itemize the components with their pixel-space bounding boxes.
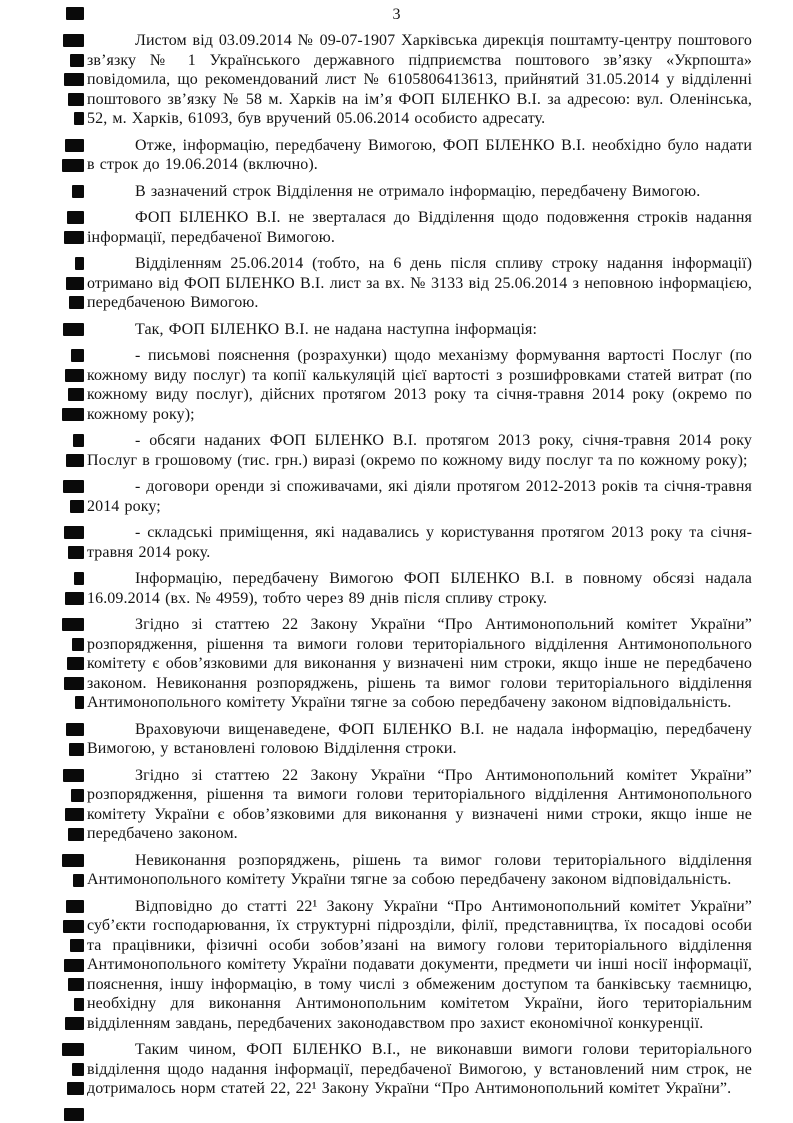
paragraph: Отже, інформацію, передбачену Вимогою, ФОП БІЛЕНКО В.І. необхідно було надати в строк до 19.06.2014 (включно). — [87, 136, 752, 173]
scan-mark — [63, 323, 84, 336]
scan-mark — [70, 939, 84, 952]
scan-mark — [73, 434, 84, 447]
scan-mark — [74, 112, 84, 125]
paragraph: Інформацію, передбачену Вимогою ФОП БІЛЕНКО В.І. в повному обсязі надала 16.09.2014 (вх. № 4959), тобто через 89 днів після спливу строку. — [87, 570, 752, 607]
scan-mark — [71, 349, 84, 362]
scan-mark — [64, 231, 84, 244]
scan-mark — [66, 723, 84, 736]
paragraph: - письмові пояснення (розрахунки) щодо механізму формування вартості Послуг (по кожному виду послуг) та копії калькуляцій цієї вартості з розшифровками статей витрат (по кожному виду послуг), дійсних протягом 2013 року та січня-травня 2014 року (окремо по кожному року); — [87, 347, 752, 423]
scan-mark — [72, 1063, 84, 1076]
scan-mark — [66, 454, 84, 467]
scan-mark — [67, 657, 84, 670]
paragraph: Згідно зі статтею 22 Закону України “Про Антимонопольний комітет України” розпорядження, рішення та вимоги голови територіального відділення Антимонопольного комітету України є обов’язковими для виконання у визначені ними строки, якщо інше не передбачено законом. — [87, 766, 752, 842]
scan-mark — [62, 854, 84, 867]
paragraph: Відділенням 25.06.2014 (тобто, на 6 день після спливу строку надання інформації) отримано від ФОП БІЛЕНКО В.І. лист за вх. № 3133 від 25.06.2014 з неповною інформацією, передбаченою Вимогою. — [87, 255, 752, 311]
scan-mark — [67, 1082, 84, 1095]
scan-mark — [72, 185, 84, 198]
scan-mark — [64, 526, 84, 539]
scan-mark — [66, 900, 84, 913]
scan-mark — [63, 34, 84, 47]
scan-mark — [63, 920, 84, 933]
scan-mark — [63, 769, 84, 782]
scan-mark — [73, 874, 84, 887]
scan-mark — [74, 572, 84, 585]
paragraph: - обсяги наданих ФОП БІЛЕНКО В.І. протягом 2013 року, січня-травня 2014 року Послуг в грошовому (тис. грн.) виразі (окремо по кожному виду послуг та по кожному року); — [87, 432, 752, 469]
scan-mark — [65, 808, 84, 821]
paragraph: Відповідно до статті 22¹ Закону України “Про Антимонопольний комітет України” суб’єкти господарювання, їх структурні підрозділи, філії, представництва, їх посадові особи та працівники, фізичні особи зобов’язані на вимогу голови територіального відділення Антимонопольного комітету України подавати документи, предмети чи інші носії інформації, пояснення, іншу інформацію, в тому числі з обмеженим доступом та банківську таємницю, необхідну для виконання Антимонопольним комітетом України, його територіальним відділенням завдань, передбачених законодавством про захист економічної конкуренції. — [87, 897, 752, 1032]
scan-mark — [65, 592, 84, 605]
paragraph: ФОП БІЛЕНКО В.І. не зверталася до Відділення щодо подовження строків надання інформації, передбаченої Вимогою. — [87, 209, 752, 246]
scan-mark — [68, 388, 84, 401]
scan-mark — [75, 257, 84, 270]
paragraph: В зазначений строк Відділення не отримало інформацію, передбачену Вимогою. — [135, 182, 701, 200]
scan-mark — [65, 139, 84, 152]
scan-mark — [64, 677, 84, 690]
scan-mark — [62, 408, 84, 421]
scan-mark — [69, 296, 84, 309]
paragraph: Листом від 03.09.2014 № 09-07-1907 Харківська дирекція поштамту-центру поштового зв’язку № 1 Українського державного підприємства поштового зв’язку «Укрпошта» повідомила, що рекомендований лист № 6105806413613, прийнятий 31.05.2014 у відділенні поштового зв’язку № 58 м. Харків на ім’я ФОП БІЛЕНКО В.І. за адресою: вул. Оленінська, 52, м. Харків, 61093, був вручений 05.06.2014 особисто адресату. — [87, 32, 752, 127]
paragraph: Невиконання розпоряджень, рішень та вимог голови територіального відділення Антимонопольного комітету України тягне за собою передбачену законом відповідальність. — [87, 851, 752, 888]
scan-mark — [68, 93, 84, 106]
scan-mark — [68, 828, 84, 841]
paragraph: Так, ФОП БІЛЕНКО В.І. не надана наступна інформація: — [135, 320, 537, 338]
paragraph: Враховуючи вищенаведене, ФОП БІЛЕНКО В.І. не надала інформацію, передбачену Вимогою, у встановлені головою Відділення строки. — [87, 720, 752, 757]
paragraph: - договори оренди зі споживачами, які діяли протягом 2012-2013 років та січня-травня 2014 року; — [87, 478, 752, 515]
scan-mark — [71, 789, 84, 802]
scan-mark — [75, 696, 84, 709]
scan-mark — [67, 211, 84, 224]
paragraph: Згідно зі статтею 22 Закону України “Про Антимонопольний комітет України” розпорядження, рішення та вимоги голови територіального відділення Антимонопольного комітету є обов’язковими для виконання у визначені ним строки, якщо інше не передбачено законом. Невиконання розпоряджень, рішень та вимог голови територіального відділення Антимонопольного комітету України тягне за собою передбачену законом відповідальність. — [87, 616, 752, 711]
scan-mark — [65, 369, 84, 382]
scan-mark — [74, 998, 84, 1011]
scan-mark — [62, 159, 84, 172]
paragraph: - складські приміщення, які надавались у користування протягом 2013 року та січня-травня 2014 року. — [87, 524, 752, 561]
scan-mark — [69, 743, 84, 756]
scan-mark — [66, 277, 84, 290]
scan-mark — [64, 959, 84, 972]
scan-mark — [68, 546, 84, 559]
scan-mark — [70, 500, 84, 513]
scan-mark — [62, 618, 84, 631]
scan-mark — [63, 480, 84, 493]
scan-mark — [64, 1108, 84, 1121]
scan-mark — [62, 1043, 84, 1056]
scan-mark — [70, 54, 84, 67]
scan-mark — [65, 1017, 84, 1030]
page-number: 3 — [392, 6, 401, 23]
scan-mark — [68, 978, 84, 991]
scan-mark — [64, 73, 84, 86]
scan-mark — [72, 638, 84, 651]
document-body — [87, 31, 752, 1106]
paragraph: Таким чином, ФОП БІЛЕНКО В.І., не виконавши вимоги голови територіального відділення щодо надання інформації, передбаченої Вимогою, у встановлений ним строк, не дотрималось норм статей 22, 22¹ Закону України “Про Антимонопольний комітет України”. — [87, 1041, 752, 1097]
